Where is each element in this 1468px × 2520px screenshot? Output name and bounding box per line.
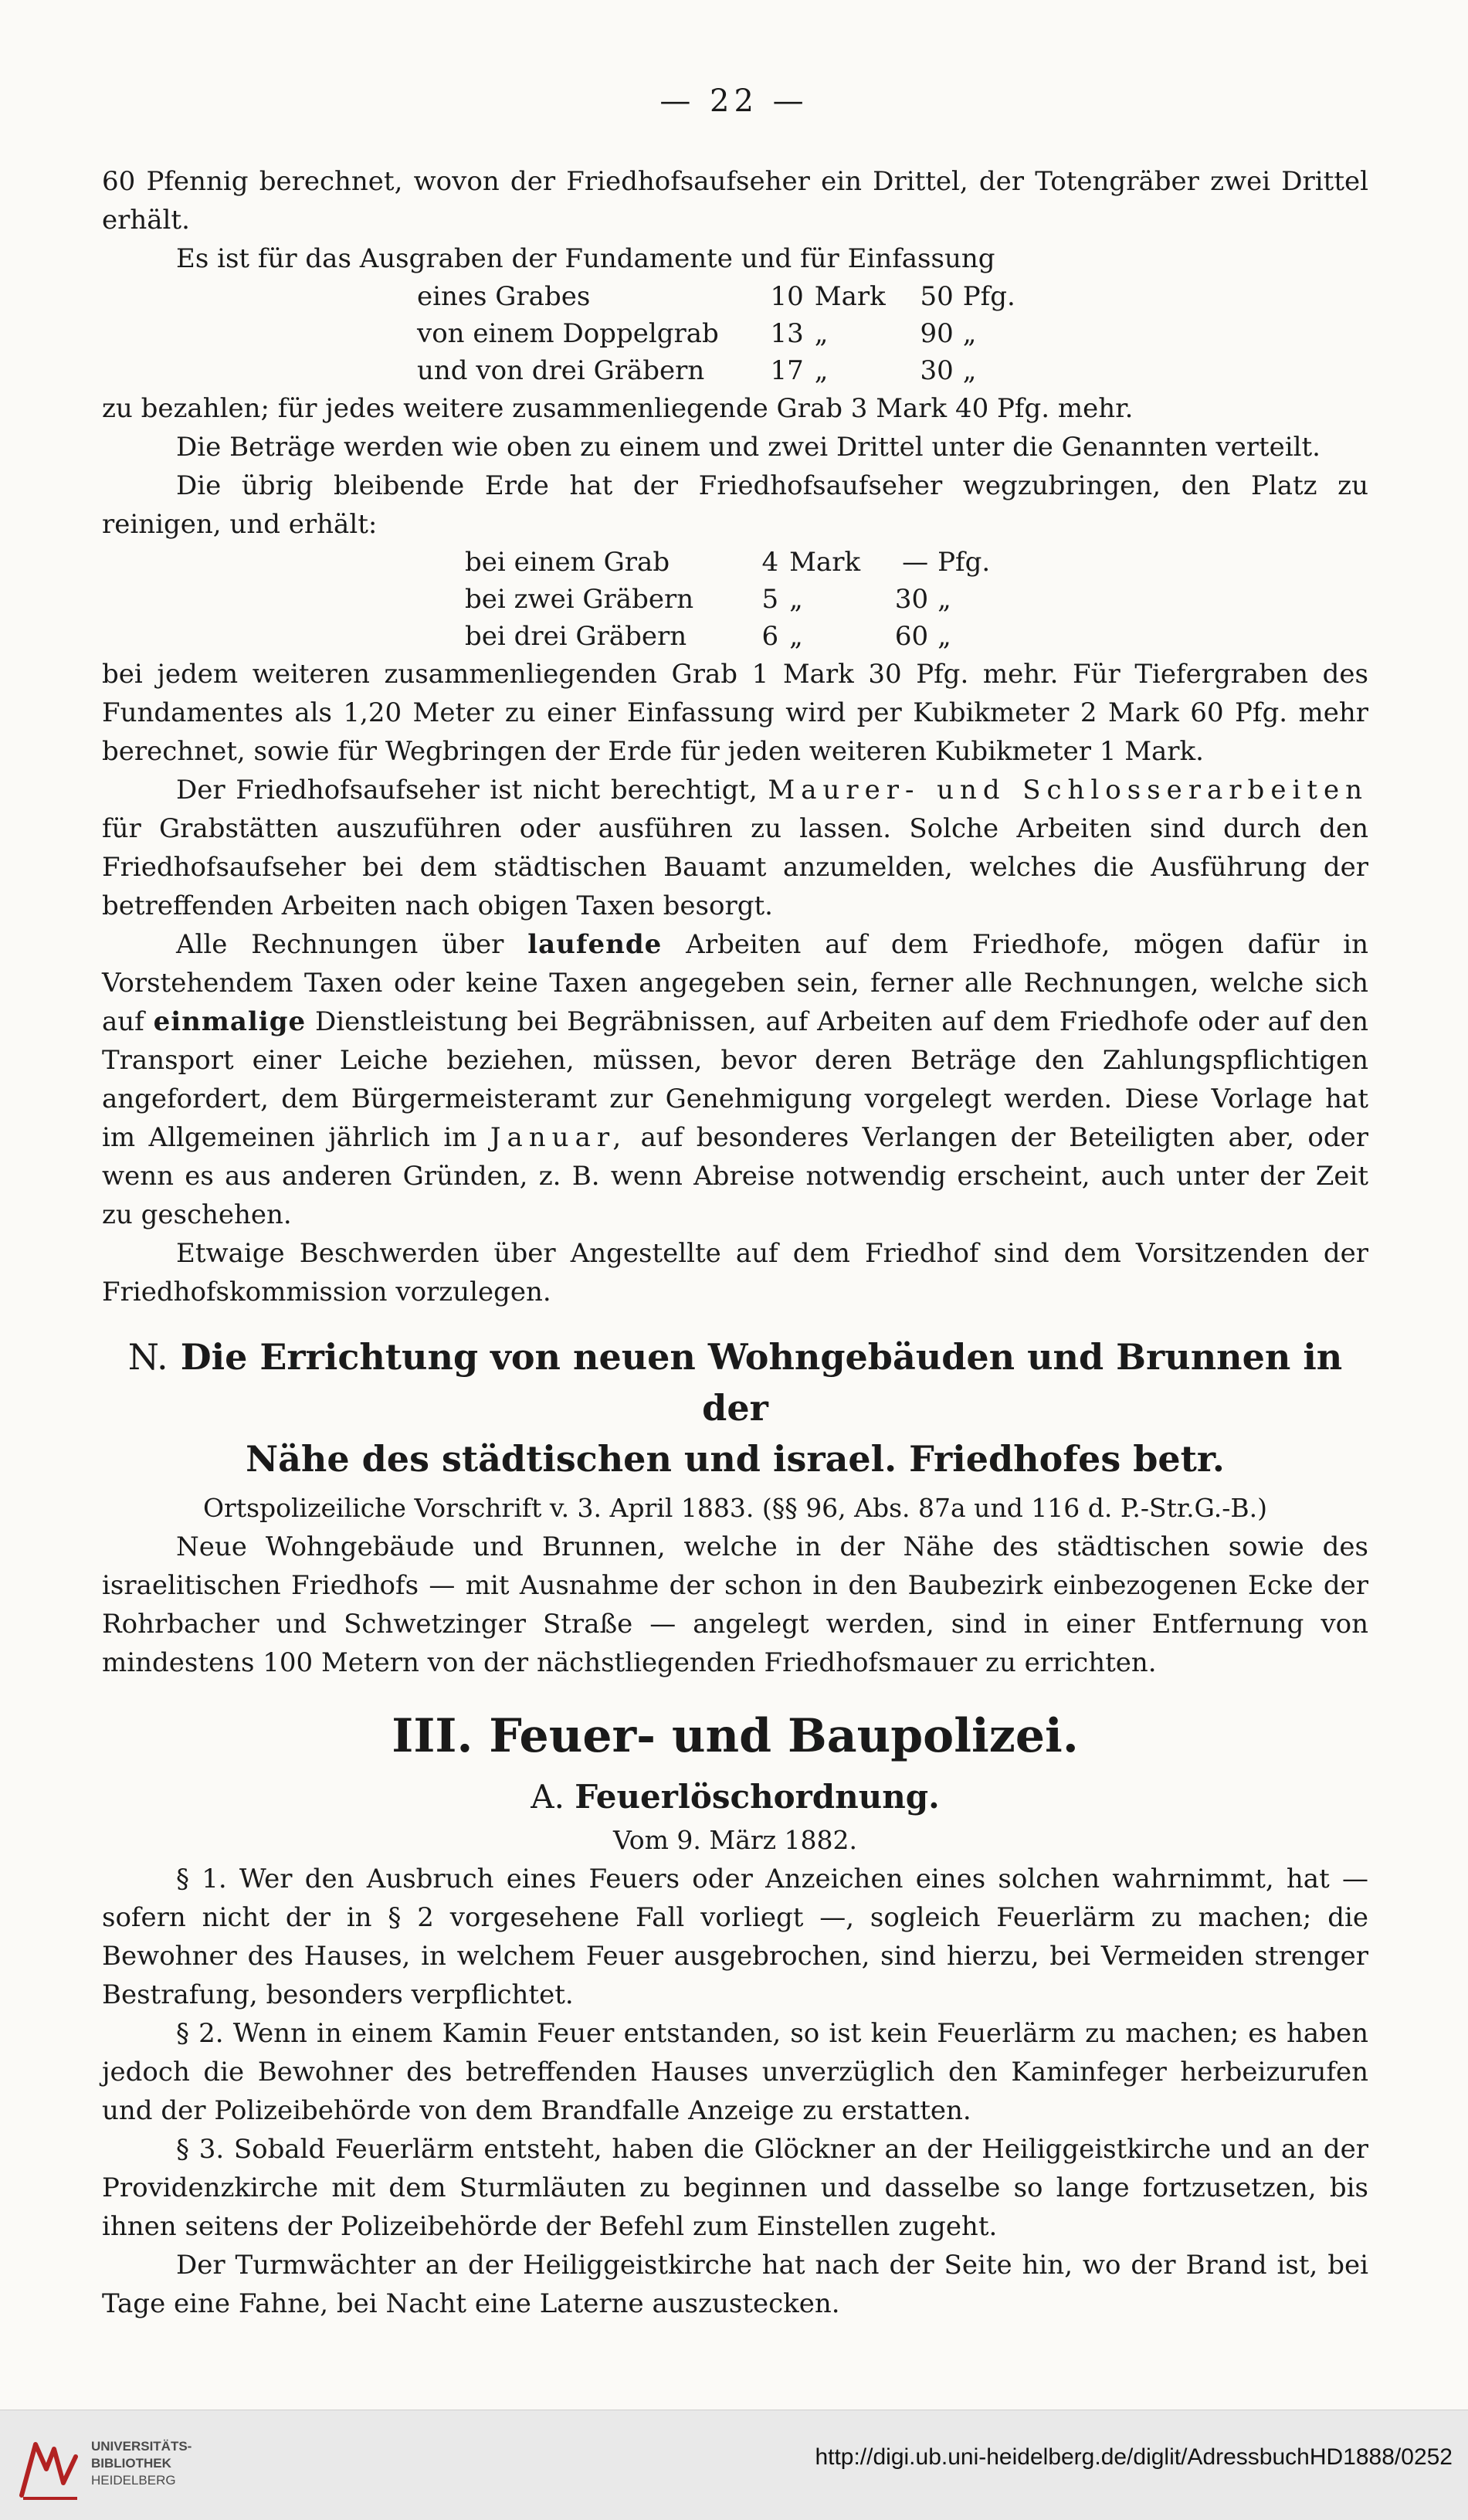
paragraph-section-1: § 1. Wer den Ausbruch eines Feuers oder Anzeichen eines solchen wahrnimmt, hat — sofern nicht der in § 2 vorgesehene Fall vorliegt —, sogleich Feuerlärm zu machen; die Bewohner des Hauses, in welchem Feuer ausgebrochen, sind hierzu, bei Vermeiden strenger Bestrafung, besonders verpflichtet. <box>102 1864 1368 2010</box>
footer-bar <box>0 2410 1468 2520</box>
mark-unit: Mark <box>814 281 886 312</box>
text-column <box>102 162 1368 2323</box>
mark-value: 6 <box>761 621 779 652</box>
pfennig-unit: „ <box>962 318 977 349</box>
paragraph-section-3: § 3. Sobald Feuerlärm entsteht, haben die Glöckner an der Heiliggeistkirche und an der Providenzkirche mit dem Sturmläuten zu beginnen und dasselbe so lange fortzusetzen, bis ihnen seitens der Polizeibehörde der Befehl zum Einstellen zugeht. <box>102 2134 1368 2242</box>
subsection-title: Feuerlöschordnung. <box>575 1778 940 1816</box>
mark-unit: „ <box>789 621 803 652</box>
paragraph <box>102 771 1368 925</box>
row-label: bei zwei Gräbern <box>465 584 694 615</box>
mark-unit: Mark <box>789 547 861 578</box>
row-label: von einem Doppelgrab <box>417 318 719 349</box>
text-run: auf besonderes Verlangen der Beteiligten aber, oder wenn es aus anderen Gründen, z. B. wenn Abreise notwendig erscheint, auch unter der Zeit zu geschehen. <box>102 1122 1369 1230</box>
library-name-line: HEIDELBERG <box>91 2473 176 2488</box>
text-run: Arbeiten auf dem Friedhofe, mögen dafür in Vorstehendem Taxen oder keine Taxen angegeben sein, ferner alle Rechnungen, welche sich auf <box>102 929 1369 1037</box>
subsection-date: Vom 9. März 1882. <box>612 1825 857 1855</box>
mark-value: 10 <box>770 281 804 312</box>
paragraph: Die Beträge werden wie oben zu einem und zwei Drittel unter die Genannten verteilt. <box>176 432 1321 463</box>
library-name-line: UNIVERSITÄTS- <box>91 2439 192 2454</box>
fee-table-foundations <box>417 278 1015 389</box>
section-title-line1: Die Errichtung von neuen Wohngebäuden und Brunnen in der <box>180 1336 1343 1429</box>
library-name-line: BIBLIOTHEK <box>91 2456 171 2471</box>
table-row <box>417 278 1015 315</box>
subsection-heading <box>102 1773 1368 1821</box>
text-run: Dienstleistung bei Begräbnissen, auf Arbeiten auf dem Friedhofe oder auf den Transport einer Leiche beziehen, müssen, bevor deren Beträge den Zahlungspflichtigen angefordert, dem Bürgermeisteramt zur Genehmigung vorgelegt werden. Diese Vorlage hat im Allgemeinen jährlich im <box>102 1006 1369 1153</box>
mark-unit: „ <box>789 584 803 615</box>
pfennig-value: 30 <box>894 584 929 615</box>
pfennig-unit: „ <box>937 584 951 615</box>
pfennig-value: 30 <box>920 355 954 386</box>
regulation-reference: Ortspolizeiliche Vorschrift v. 3. April 1883. (§§ 96, Abs. 87a und 116 d. P.-Str.G.-B.) <box>202 1493 1267 1523</box>
table-row <box>417 352 1015 389</box>
row-label: bei drei Gräbern <box>465 621 687 652</box>
mark-value: 4 <box>761 547 779 578</box>
row-label: und von drei Gräbern <box>417 355 705 386</box>
paragraph-section-2: § 2. Wenn in einem Kamin Feuer entstanden, so ist kein Feuerlärm zu machen; es haben jedoch die Bewohner des betreffenden Hauses unverzüglich den Kaminfeger herbeizurufen und der Polizeibehörde von dem Brandfalle Anzeige zu erstatten. <box>102 2018 1368 2126</box>
table-row <box>417 315 1015 352</box>
emphasis-spaced: Maurer- und Schlosserarbeiten <box>768 775 1369 806</box>
paragraph: Die übrig bleibende Erde hat der Friedhofsaufseher wegzubringen, den Platz zu reinigen, und erhält: <box>102 470 1368 540</box>
paragraph: bei jedem weiteren zusammenliegenden Grab 1 Mark 30 Pfg. mehr. Für Tiefergraben des Fundamentes als 1,20 Meter zu einer Einfassung wird per Kubikmeter 2 Mark 60 Pfg. mehr berechnet, sowie für Wegbringen der Erde für jeden weiteren Kubikmeter 1 Mark. <box>102 659 1368 767</box>
mark-value: 5 <box>761 584 779 615</box>
pfennig-value: 60 <box>894 621 929 652</box>
text-run: Der Friedhofsaufseher ist nicht berechtigt, <box>176 775 758 806</box>
chapter-heading: III. Feuer- und Baupolizei. <box>392 1709 1079 1763</box>
section-heading-n <box>102 1331 1368 1484</box>
pfennig-unit: Pfg. <box>962 281 1015 312</box>
row-label: bei einem Grab <box>465 547 670 578</box>
pfennig-unit: „ <box>962 355 977 386</box>
pfennig-unit: Pfg. <box>937 547 991 578</box>
library-name <box>91 2438 192 2489</box>
paragraph <box>102 925 1368 1234</box>
page-number: — 22 — <box>659 83 809 119</box>
mark-unit: „ <box>814 355 829 386</box>
text-run: Alle Rechnungen über <box>176 929 504 960</box>
table-row <box>465 581 990 618</box>
fee-table-earth-removal <box>465 544 990 655</box>
mark-unit: „ <box>814 318 829 349</box>
paragraph: zu bezahlen; für jedes weitere zusammenliegende Grab 3 Mark 40 Pfg. mehr. <box>102 393 1134 424</box>
section-letter: N. <box>127 1336 168 1378</box>
paragraph: Etwaige Beschwerden über Angestellte auf dem Friedhof sind dem Vorsitzenden der Friedhofskommission vorzulegen. <box>102 1238 1368 1307</box>
section-title-line2: Nähe des städtischen und israel. Friedhofes betr. <box>246 1438 1225 1480</box>
pfennig-value: 50 <box>920 281 954 312</box>
pfennig-value: 90 <box>920 318 954 349</box>
paragraph: Neue Wohngebäude und Brunnen, welche in der Nähe des städtischen sowie des israelitischen Friedhofs — mit Ausnahme der schon in den Baubezirk einbezogenen Ecke der Rohrbacher und Schwetzinger Straße — angelegt werden, sind in einer Entfernung von mindestens 100 Metern von der nächstliegenden Friedhofsmauer zu errichten. <box>102 1531 1368 1678</box>
emphasis-spaced: Januar, <box>490 1122 628 1153</box>
table-row <box>465 544 990 581</box>
mark-value: 17 <box>770 355 804 386</box>
source-url-link[interactable]: http://digi.ub.uni-heidelberg.de/diglit/AdressbuchHD1888/0252 <box>815 2444 1453 2470</box>
pfennig-value: — <box>902 547 929 578</box>
paragraph: 60 Pfennig berechnet, wovon der Friedhofsaufseher ein Drittel, der Totengräber zwei Drittel erhält. <box>102 166 1368 236</box>
paragraph: Der Turmwächter an der Heiliggeistkirche hat nach der Seite hin, wo der Brand ist, bei Tage eine Fahne, bei Nacht eine Laterne auszustecken. <box>102 2250 1368 2319</box>
text-run: für Grabstätten auszuführen oder ausführen zu lassen. Solche Arbeiten sind durch den Friedhofsaufseher bei dem städtischen Bauamt anzumelden, welches die Ausführung der betreffenden Arbeiten nach obigen Taxen besorgt. <box>102 813 1368 921</box>
pfennig-unit: „ <box>937 621 951 652</box>
mark-value: 13 <box>770 318 804 349</box>
paragraph: Es ist für das Ausgraben der Fundamente und für Einfassung <box>176 243 995 274</box>
emphasis-bold: laufende <box>527 929 663 960</box>
table-row <box>465 618 990 655</box>
subsection-letter: A. <box>531 1778 564 1816</box>
row-label: eines Grabes <box>417 281 591 312</box>
library-logo-icon <box>14 2434 83 2503</box>
emphasis-bold: einmalige <box>153 1006 307 1037</box>
